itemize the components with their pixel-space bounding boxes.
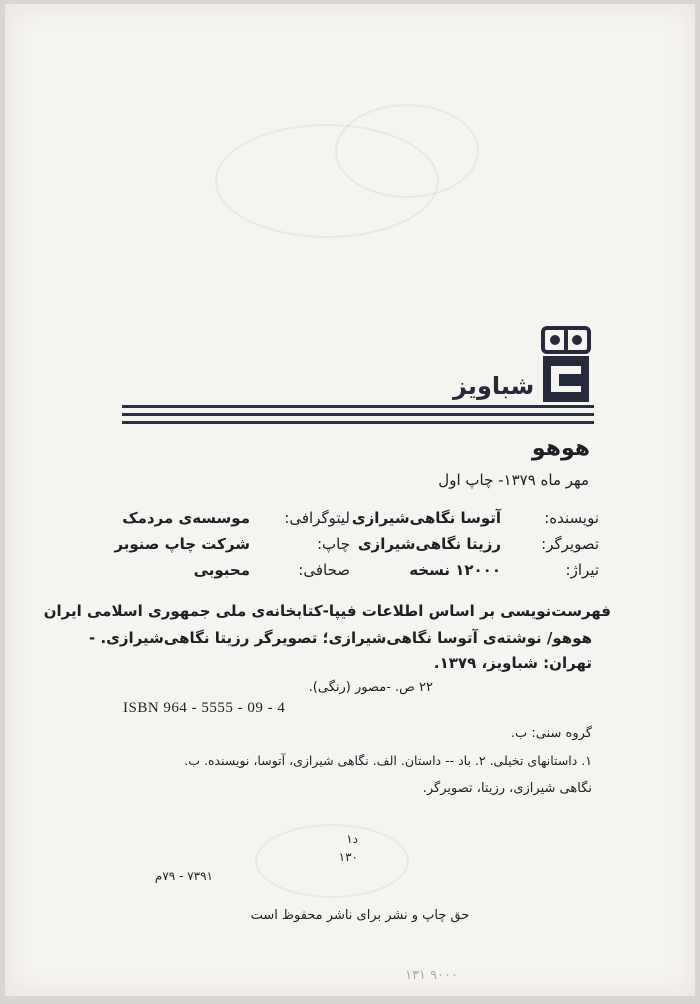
print-run-value: ۱۲۰۰۰ نسخه xyxy=(409,561,501,579)
cip-title-line: هوهو/ نوشته‌ی آتوسا نگاهی‌شیرازی؛ تصویرگر رزیتا نگاهی‌شیرازی. - xyxy=(89,629,592,647)
subjects-line: ۱. داستانهای تخیلی. ۲. باد -- داستان. الف. نگاهی شیرازی، آتوسا، نویسنده. ب. xyxy=(184,753,592,768)
call-number: ۱۳۰ xyxy=(338,850,358,864)
book-copyright-page xyxy=(5,4,695,996)
bleed-through-shape xyxy=(335,104,479,198)
book-title: هوهو xyxy=(531,436,590,461)
printing-value: شرکت چاپ صنوبر xyxy=(114,535,250,553)
print-run-label: تیراژ: xyxy=(565,561,599,579)
cip-heading: فهرست‌نویسی بر اساس اطلاعات فیپا-کتابخانه‌ی ملی جمهوری اسلامی ایران xyxy=(43,602,611,620)
national-bibliography-number: ۷۳۹۱ - ۷۹م xyxy=(154,869,213,883)
copyright-notice: حق چاپ و نشر برای ناشر محفوظ است xyxy=(250,908,470,923)
edition-line: مهر ماه ۱۳۷۹- چاپ اول xyxy=(438,471,589,489)
binding-value: محبوبی xyxy=(193,561,250,579)
age-group: گروه سنی: ب. xyxy=(510,726,592,741)
author-value: آتوسا نگاهی‌شیرازی xyxy=(351,509,501,527)
printing-label: چاپ: xyxy=(316,535,350,553)
cip-pages-line: ۲۲ ص. -مصور (رنگی). xyxy=(308,680,433,695)
call-number: د۱ xyxy=(346,832,358,846)
illustrator-label: تصویرگر: xyxy=(541,535,599,553)
faint-bottom-mark: ۹۰۰۰ ۱۳۱ xyxy=(404,968,458,983)
illustrator-value: رزیتا نگاهی‌شیرازی xyxy=(357,535,501,553)
subjects-line: نگاهی شیرازی، رزیتا، تصویرگر. xyxy=(422,781,592,796)
header-rule xyxy=(122,405,594,408)
lithography-value: موسسه‌ی مردمک xyxy=(122,509,250,527)
author-label: نویسنده: xyxy=(544,509,599,527)
cip-imprint-line: تهران: شباویز، ۱۳۷۹. xyxy=(433,654,592,672)
header-rule xyxy=(122,413,594,416)
binding-label: صحافی: xyxy=(298,561,350,579)
lithography-label: لیتوگرافی: xyxy=(284,509,350,527)
bleed-through-shape xyxy=(255,824,409,898)
publisher-brand-name: شباویز xyxy=(453,372,535,400)
header-rule xyxy=(122,421,594,424)
isbn-number: ISBN 964 - 5555 - 09 - 4 xyxy=(123,700,286,716)
